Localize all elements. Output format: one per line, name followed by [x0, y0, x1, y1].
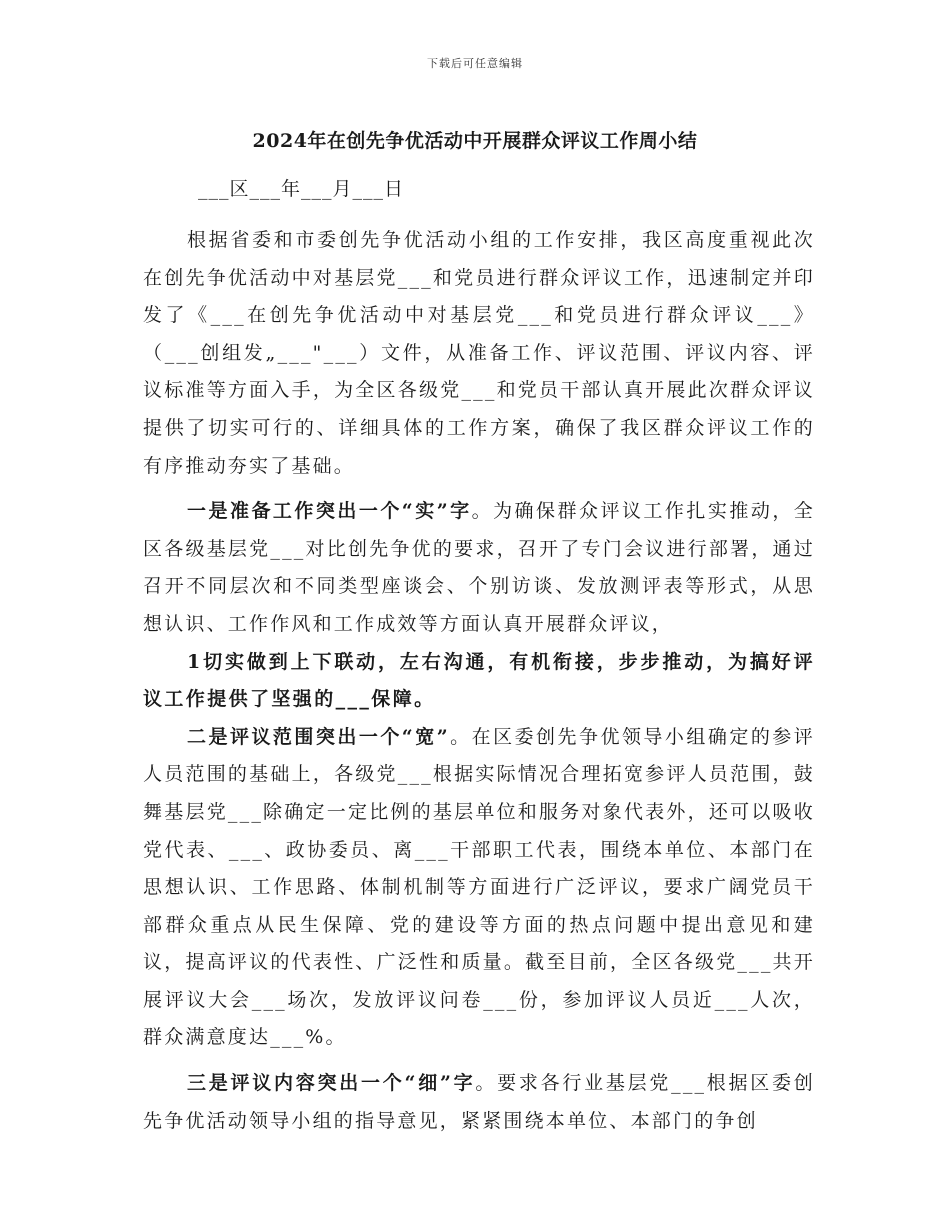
header-note: 下载后可任意编辑 [427, 57, 523, 70]
paragraph-text: 。要求各行业基层党___根据区委创先争优活动领导小组的指导意见，紧紧围绕本单位、本部门的争创 [143, 1072, 815, 1132]
paragraph-lead: 一是准备工作突出一个“实”字 [187, 500, 472, 523]
document-body [143, 222, 815, 1140]
paragraph-content [143, 1065, 815, 1140]
paragraph-text: 根据省委和市委创先争优活动小组的工作安排，我区高度重视此次在创先争优活动中对基层党___和党员进行群众评议工作，迅速制定并印发了《___在创先争优活动中对基层党___和党员进行群众评议___》（___创组发„___"___）文件，从准备工作、评议范围、评议内容、评议标准等方面入手，为全区各级党___和党员干部认真开展此次群众评议提供了切实可行的、详细具体的工作方案，确保了我区群众评议工作的有序推动夯实了基础。 [143, 229, 815, 477]
paragraph-emphasis [143, 644, 815, 719]
paragraph-preparation [143, 493, 815, 643]
date-line: ___区___年___月___日 [198, 178, 405, 200]
paragraph-text: 。在区委创先争优领导小组确定的参评人员范围的基础上，各级党___根据实际情况合理拓宽参评人员范围，鼓舞基层党___除确定一定比例的基层单位和服务对象代表外，还可以吸收党代表、___、政协委员、离___干部职工代表，围绕本单位、本部门在思想认识、工作思路、体制机制等方面进行广泛评议，要求广阔党员干部群众重点从民生保障、党的建设等方面的热点问题中提出意见和建议，提高评议的代表性、广泛性和质量。截至目前，全区各级党___共开展评议大会___场次，发放评议问卷___份，参加评议人员近___人次，群众满意度达___%。 [143, 725, 815, 1049]
paragraph-text: 1切实做到上下联动，左右沟通，有机衔接，步步推动，为搞好评议工作提供了坚强的___保障。 [143, 650, 815, 711]
paragraph-intro [143, 222, 815, 485]
paragraph-text: 。为确保群众评议工作扎实推动，全区各级基层党___对比创先争优的要求，召开了专门会议进行部署，通过召开不同层次和不同类型座谈会、个别访谈、发放测评表等形式，从思想认识、工作作风和工作成效等方面认真开展群众评议， [143, 500, 815, 635]
paragraph-lead: 二是评议范围突出一个“宽” [187, 725, 450, 748]
paragraph-scope [143, 719, 815, 1057]
paragraph-lead: 三是评议内容突出一个“细”字 [187, 1072, 476, 1095]
document-title: 2024年在创先争优活动中开展群众评议工作周小结 [252, 130, 698, 152]
